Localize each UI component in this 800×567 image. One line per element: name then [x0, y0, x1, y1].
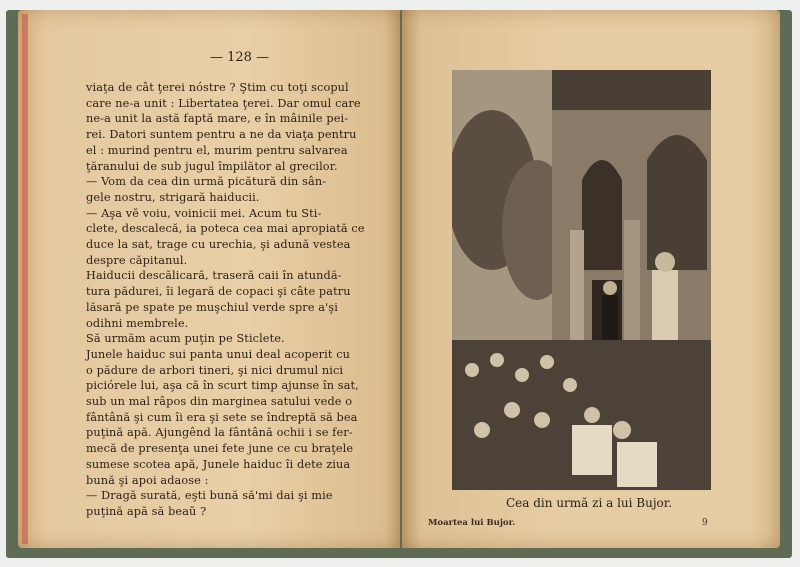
- text-line: piciórele lui, aşa că în scurt timp ajunse în sat,: [86, 379, 359, 393]
- footer-title: Moartea lui Bujor.: [428, 518, 516, 528]
- text-line: despre căpitanul.: [86, 253, 188, 267]
- text-line: sub un mal râpos din marginea satului vede o: [86, 395, 353, 409]
- page-edge: [22, 14, 28, 544]
- left-page-text: [86, 80, 371, 520]
- text-line: — Aşa vĕ voiu, voinicii mei. Acum tu Sti-: [86, 206, 322, 220]
- text-line: Haiducii descălicară, traseră caii în atundă-: [86, 269, 342, 283]
- text-line: — Dragă surată, eşti bună să'mi dai şi mie: [86, 489, 333, 503]
- text-line: viaţa de cât ţerei nóstre ? Ştim cu toţi scopul: [86, 81, 349, 94]
- text-line: care ne-a unit : Libertatea ţerei. Dar omul care: [86, 96, 361, 110]
- text-line: mecă de presenţa unei fete june ce cu braţele: [86, 442, 354, 456]
- text-line: sumese scotea apă, Junele haiduc îi dete ziua: [86, 457, 351, 471]
- text-line: o pădure de arbori tineri, şi nici drumul nici: [86, 363, 344, 377]
- text-line: tura pădurei, îi legară de copaci şi câte patru: [86, 285, 351, 299]
- text-line: bună şi apoi adaose :: [86, 473, 209, 487]
- text-line: duce la sat, trage cu urechia, şi adună vestea: [86, 238, 351, 252]
- footer-page-number: 9: [702, 518, 708, 528]
- text-line: Să urmăm acum puţin pe Sticlete.: [86, 332, 285, 346]
- text-line: ţăranului de sub jugul împilător al grecilor.: [86, 159, 338, 173]
- text-line: el : murind pentru el, murim pentru salvarea: [86, 143, 348, 157]
- text-line: fântână şi cum îi era şi sete se îndreptă să bea: [86, 410, 358, 424]
- text-line: puţină apă. Ajungênd la fântână ochii i se fer-: [86, 426, 353, 440]
- text-line: gele nostru, strigară haiducii.: [86, 190, 260, 204]
- text-line: Junele haiduc sui panta unui deal acoperit cu: [86, 347, 351, 361]
- text-line: — Vom da cea din urmă picătură din sân-: [86, 175, 327, 189]
- illustration-caption: Cea din urmă zi a lui Bujor.: [506, 496, 673, 510]
- engraving-illustration: [452, 70, 711, 490]
- engraving-scene-image: [452, 70, 711, 490]
- text-line: puţină apă să beaŭ ?: [86, 504, 207, 518]
- text-line: clete, descalecă, ia poteca cea mai apropiată ce: [86, 222, 365, 236]
- page-number: — 128 —: [210, 50, 270, 65]
- text-line: odihni membrele.: [86, 316, 189, 330]
- text-line: lăsară pe spate pe muşchiul verde spre a'şi: [86, 300, 338, 314]
- text-line: ne-a unit la astă faptă mare, e în mâinile pei-: [86, 112, 349, 126]
- text-line: rei. Datori suntem pentru a ne da viaţa pentru: [86, 128, 357, 142]
